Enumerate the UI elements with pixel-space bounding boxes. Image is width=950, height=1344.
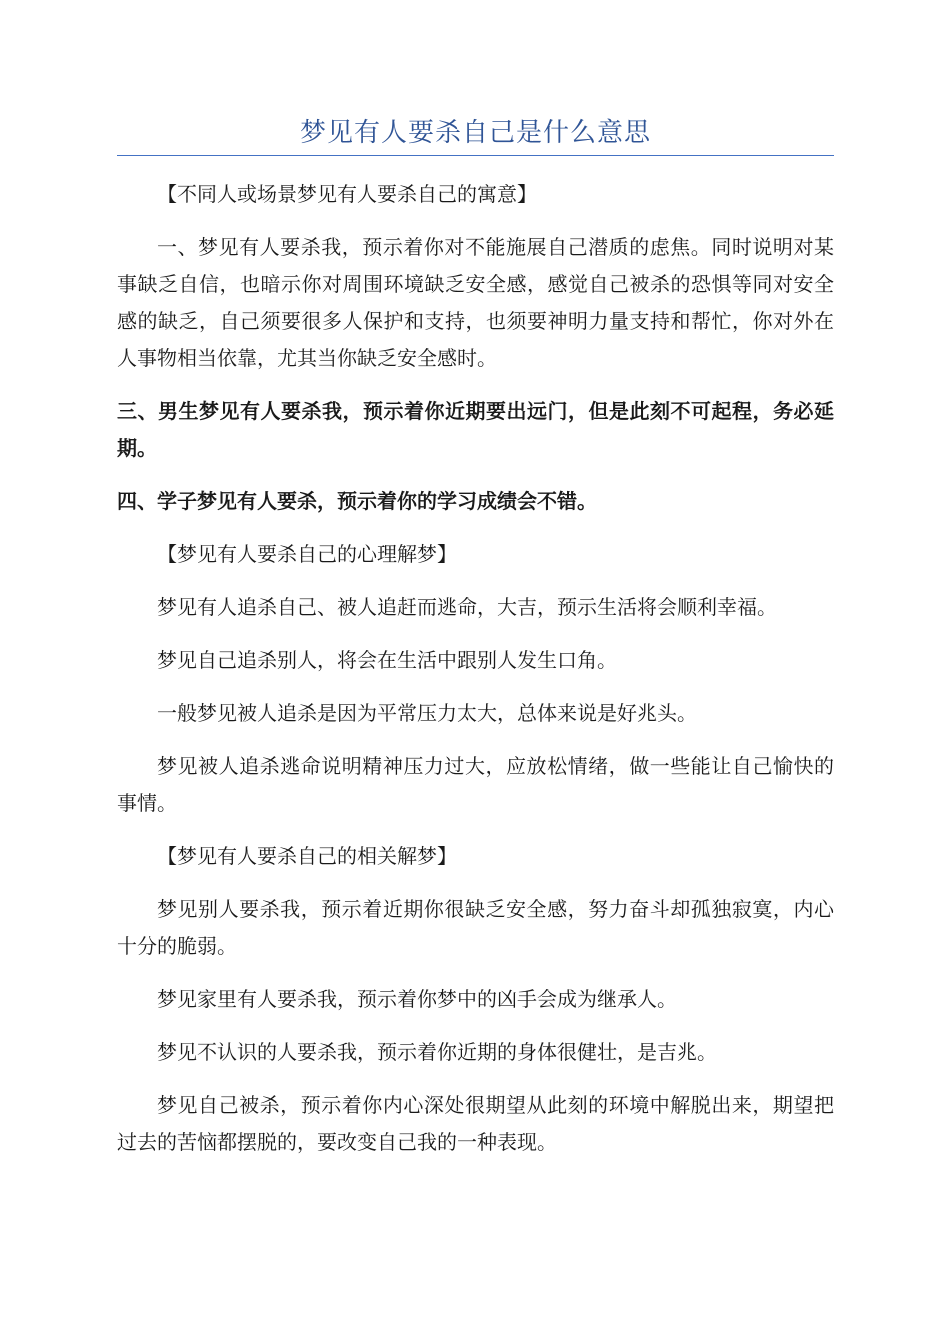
paragraph-related-2: 梦见家里有人要杀我，预示着你梦中的凶手会成为继承人。 xyxy=(157,987,677,1011)
paragraph-item-3: 三、男生梦见有人要杀我，预示着你近期要出远门，但是此刻不可起程，务必延期。 xyxy=(117,399,834,460)
paragraph-psych-1: 梦见有人追杀自己、被人追赶而逃命，大吉，预示生活将会顺利幸福。 xyxy=(157,595,777,619)
title-underline xyxy=(117,155,834,156)
document-page xyxy=(117,112,834,1177)
paragraph-related-1: 梦见别人要杀我，预示着近期你很缺乏安全感，努力奋斗却孤独寂寞，内心十分的脆弱。 xyxy=(117,897,834,958)
paragraph-related-4: 梦见自己被杀，预示着你内心深处很期望从此刻的环境中解脱出来，期望把过去的苦恼都摆脱的，要改变自己我的一种表现。 xyxy=(117,1093,834,1154)
paragraph-psych-4: 梦见被人追杀逃命说明精神压力过大，应放松情绪，做一些能让自己愉快的事情。 xyxy=(117,754,834,815)
section-heading-psychology: 【梦见有人要杀自己的心理解梦】 xyxy=(157,542,457,566)
paragraph-item-1: 一、梦见有人要杀我，预示着你对不能施展自己潜质的虑焦。同时说明对某事缺乏自信，也暗示你对周围环境缺乏安全感，感觉自己被杀的恐惧等同对安全感的缺乏，自己须要很多人保护和支持，也须要神明力量支持和帮忙，你对外在人事物相当依靠，尤其当你缺乏安全感时。 xyxy=(117,235,834,370)
section-heading-meaning: 【不同人或场景梦见有人要杀自己的寓意】 xyxy=(157,182,537,206)
paragraph-psych-2: 梦见自己追杀别人，将会在生活中跟别人发生口角。 xyxy=(157,648,617,672)
section-heading-related: 【梦见有人要杀自己的相关解梦】 xyxy=(157,844,457,868)
document-title: 梦见有人要杀自己是什么意思 xyxy=(299,118,651,148)
paragraph-psych-3: 一般梦见被人追杀是因为平常压力太大，总体来说是好兆头。 xyxy=(157,701,697,725)
paragraph-item-4: 四、学子梦见有人要杀，预示着你的学习成绩会不错。 xyxy=(117,489,597,513)
paragraph-related-3: 梦见不认识的人要杀我，预示着你近期的身体很健壮，是吉兆。 xyxy=(157,1040,717,1064)
